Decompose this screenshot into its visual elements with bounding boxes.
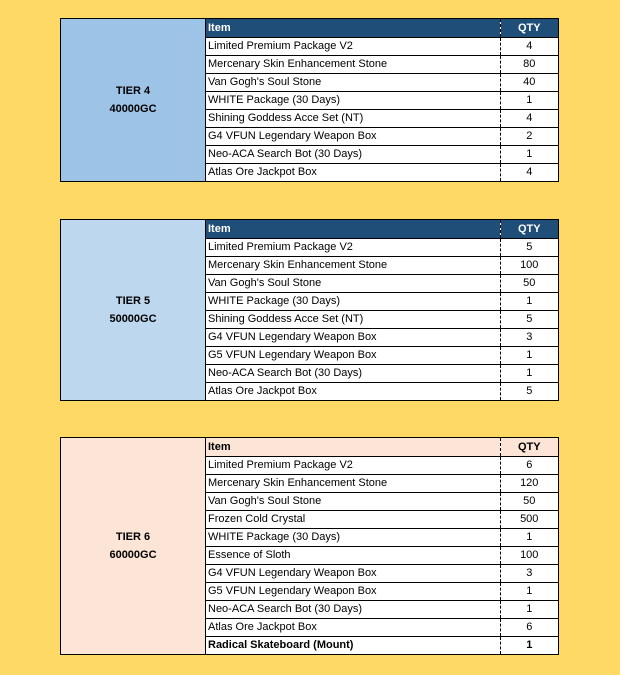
table-row bbox=[206, 618, 558, 636]
tier-label bbox=[61, 438, 206, 654]
item-qty: 6 bbox=[500, 618, 558, 636]
item-qty: 1 bbox=[500, 91, 558, 109]
tier-price: 50000GC bbox=[109, 313, 157, 325]
item-qty: 5 bbox=[500, 382, 558, 400]
table-row bbox=[206, 456, 558, 474]
item-name: Van Gogh's Soul Stone bbox=[206, 492, 500, 510]
table-row bbox=[206, 145, 558, 163]
tier-label bbox=[61, 19, 206, 181]
tier-4-block bbox=[60, 18, 559, 182]
tier-6-block bbox=[60, 437, 559, 655]
table-row bbox=[206, 73, 558, 91]
table-row bbox=[206, 564, 558, 582]
item-qty: 3 bbox=[500, 328, 558, 346]
item-qty: 80 bbox=[500, 55, 558, 73]
header-qty: QTY bbox=[500, 220, 558, 238]
item-name: Shining Goddess Acce Set (NT) bbox=[206, 310, 500, 328]
table-row bbox=[206, 55, 558, 73]
tier-price: 60000GC bbox=[109, 549, 157, 561]
item-qty: 1 bbox=[500, 292, 558, 310]
tier-name: TIER 4 bbox=[115, 85, 151, 97]
bonus-item-name: Radical Skateboard (Mount) bbox=[206, 636, 500, 654]
item-qty: 6 bbox=[500, 456, 558, 474]
item-name: WHITE Package (30 Days) bbox=[206, 292, 500, 310]
table-row bbox=[206, 328, 558, 346]
item-qty: 1 bbox=[500, 582, 558, 600]
item-qty: 2 bbox=[500, 127, 558, 145]
item-name: Atlas Ore Jackpot Box bbox=[208, 166, 317, 179]
item-qty: 3 bbox=[500, 564, 558, 582]
table-row bbox=[206, 528, 558, 546]
item-name: Shining Goddess Acce Set (NT) bbox=[206, 109, 500, 127]
table-row bbox=[206, 274, 558, 292]
item-qty: 100 bbox=[500, 256, 558, 274]
table-row bbox=[206, 474, 558, 492]
item-qty: 1 bbox=[500, 528, 558, 546]
table-row bbox=[206, 582, 558, 600]
table-row bbox=[206, 346, 558, 364]
item-qty: 120 bbox=[500, 474, 558, 492]
bonus-item-qty: 1 bbox=[500, 636, 558, 654]
item-qty: 50 bbox=[500, 274, 558, 292]
header-qty: QTY bbox=[500, 438, 558, 456]
header-item: Item bbox=[206, 220, 500, 238]
table-header bbox=[206, 220, 558, 238]
item-name: Mercenary Skin Enhancement Stone bbox=[206, 474, 500, 492]
tier-label bbox=[61, 220, 206, 400]
tier-items-table bbox=[206, 438, 558, 654]
item-name: Neo-ACA Search Bot (30 Days) bbox=[206, 364, 500, 382]
item-qty: 1 bbox=[500, 364, 558, 382]
tier-price: 40000GC bbox=[109, 103, 157, 115]
item-name: Mercenary Skin Enhancement Stone bbox=[206, 55, 500, 73]
table-header bbox=[206, 438, 558, 456]
item-name: Essence of Sloth bbox=[206, 546, 500, 564]
tier-name: TIER 6 bbox=[115, 531, 151, 543]
item-name: G4 VFUN Legendary Weapon Box bbox=[206, 328, 500, 346]
item-name: Limited Premium Package V2 bbox=[206, 456, 500, 474]
item-name: Neo-ACA Search Bot (30 Days) bbox=[206, 600, 500, 618]
item-name: WHITE Package (30 Days) bbox=[206, 91, 500, 109]
item-name: Atlas Ore Jackpot Box bbox=[206, 618, 500, 636]
table-row bbox=[206, 492, 558, 510]
item-qty: 1 bbox=[500, 145, 558, 163]
item-qty: 50 bbox=[500, 492, 558, 510]
item-qty: 100 bbox=[500, 546, 558, 564]
item-name: Atlas Ore Jackpot Box bbox=[208, 385, 317, 398]
item-qty: 4 bbox=[500, 163, 558, 181]
item-qty: 5 bbox=[500, 310, 558, 328]
table-header bbox=[206, 19, 558, 37]
table-row bbox=[206, 238, 558, 256]
table-row bbox=[206, 510, 558, 528]
table-row bbox=[206, 600, 558, 618]
table-row bbox=[206, 91, 558, 109]
item-name: Neo-ACA Search Bot (30 Days) bbox=[206, 145, 500, 163]
table-row bbox=[206, 127, 558, 145]
tier-5-block bbox=[60, 219, 559, 401]
item-name: Frozen Cold Crystal bbox=[206, 510, 500, 528]
item-name: Limited Premium Package V2 bbox=[206, 238, 500, 256]
table-row bbox=[206, 109, 558, 127]
item-name: Mercenary Skin Enhancement Stone bbox=[206, 256, 500, 274]
table-row bbox=[206, 292, 558, 310]
header-item: Item bbox=[206, 438, 500, 456]
table-row bbox=[206, 163, 558, 181]
item-qty: 4 bbox=[500, 37, 558, 55]
item-qty: 4 bbox=[500, 109, 558, 127]
table-row bbox=[206, 37, 558, 55]
item-qty: 500 bbox=[500, 510, 558, 528]
tier-items-table bbox=[206, 220, 558, 400]
item-name: G5 VFUN Legendary Weapon Box bbox=[206, 582, 500, 600]
item-name: G4 VFUN Legendary Weapon Box bbox=[206, 564, 500, 582]
item-name: WHITE Package (30 Days) bbox=[206, 528, 500, 546]
tier-name: TIER 5 bbox=[115, 295, 151, 307]
item-qty: 40 bbox=[500, 73, 558, 91]
item-name: G4 VFUN Legendary Weapon Box bbox=[206, 127, 500, 145]
item-name: G5 VFUN Legendary Weapon Box bbox=[206, 346, 500, 364]
table-row bbox=[206, 546, 558, 564]
item-qty: 1 bbox=[500, 346, 558, 364]
item-name: Limited Premium Package V2 bbox=[206, 37, 500, 55]
table-row bbox=[206, 382, 558, 400]
item-name: Van Gogh's Soul Stone bbox=[206, 73, 500, 91]
item-qty: 5 bbox=[500, 238, 558, 256]
item-name: Van Gogh's Soul Stone bbox=[206, 274, 500, 292]
header-item: Item bbox=[206, 19, 500, 37]
table-row bbox=[206, 310, 558, 328]
item-qty: 1 bbox=[500, 600, 558, 618]
tier-items-table bbox=[206, 19, 558, 181]
table-row bbox=[206, 256, 558, 274]
bonus-row bbox=[206, 636, 558, 654]
table-row bbox=[206, 364, 558, 382]
header-qty: QTY bbox=[500, 19, 558, 37]
